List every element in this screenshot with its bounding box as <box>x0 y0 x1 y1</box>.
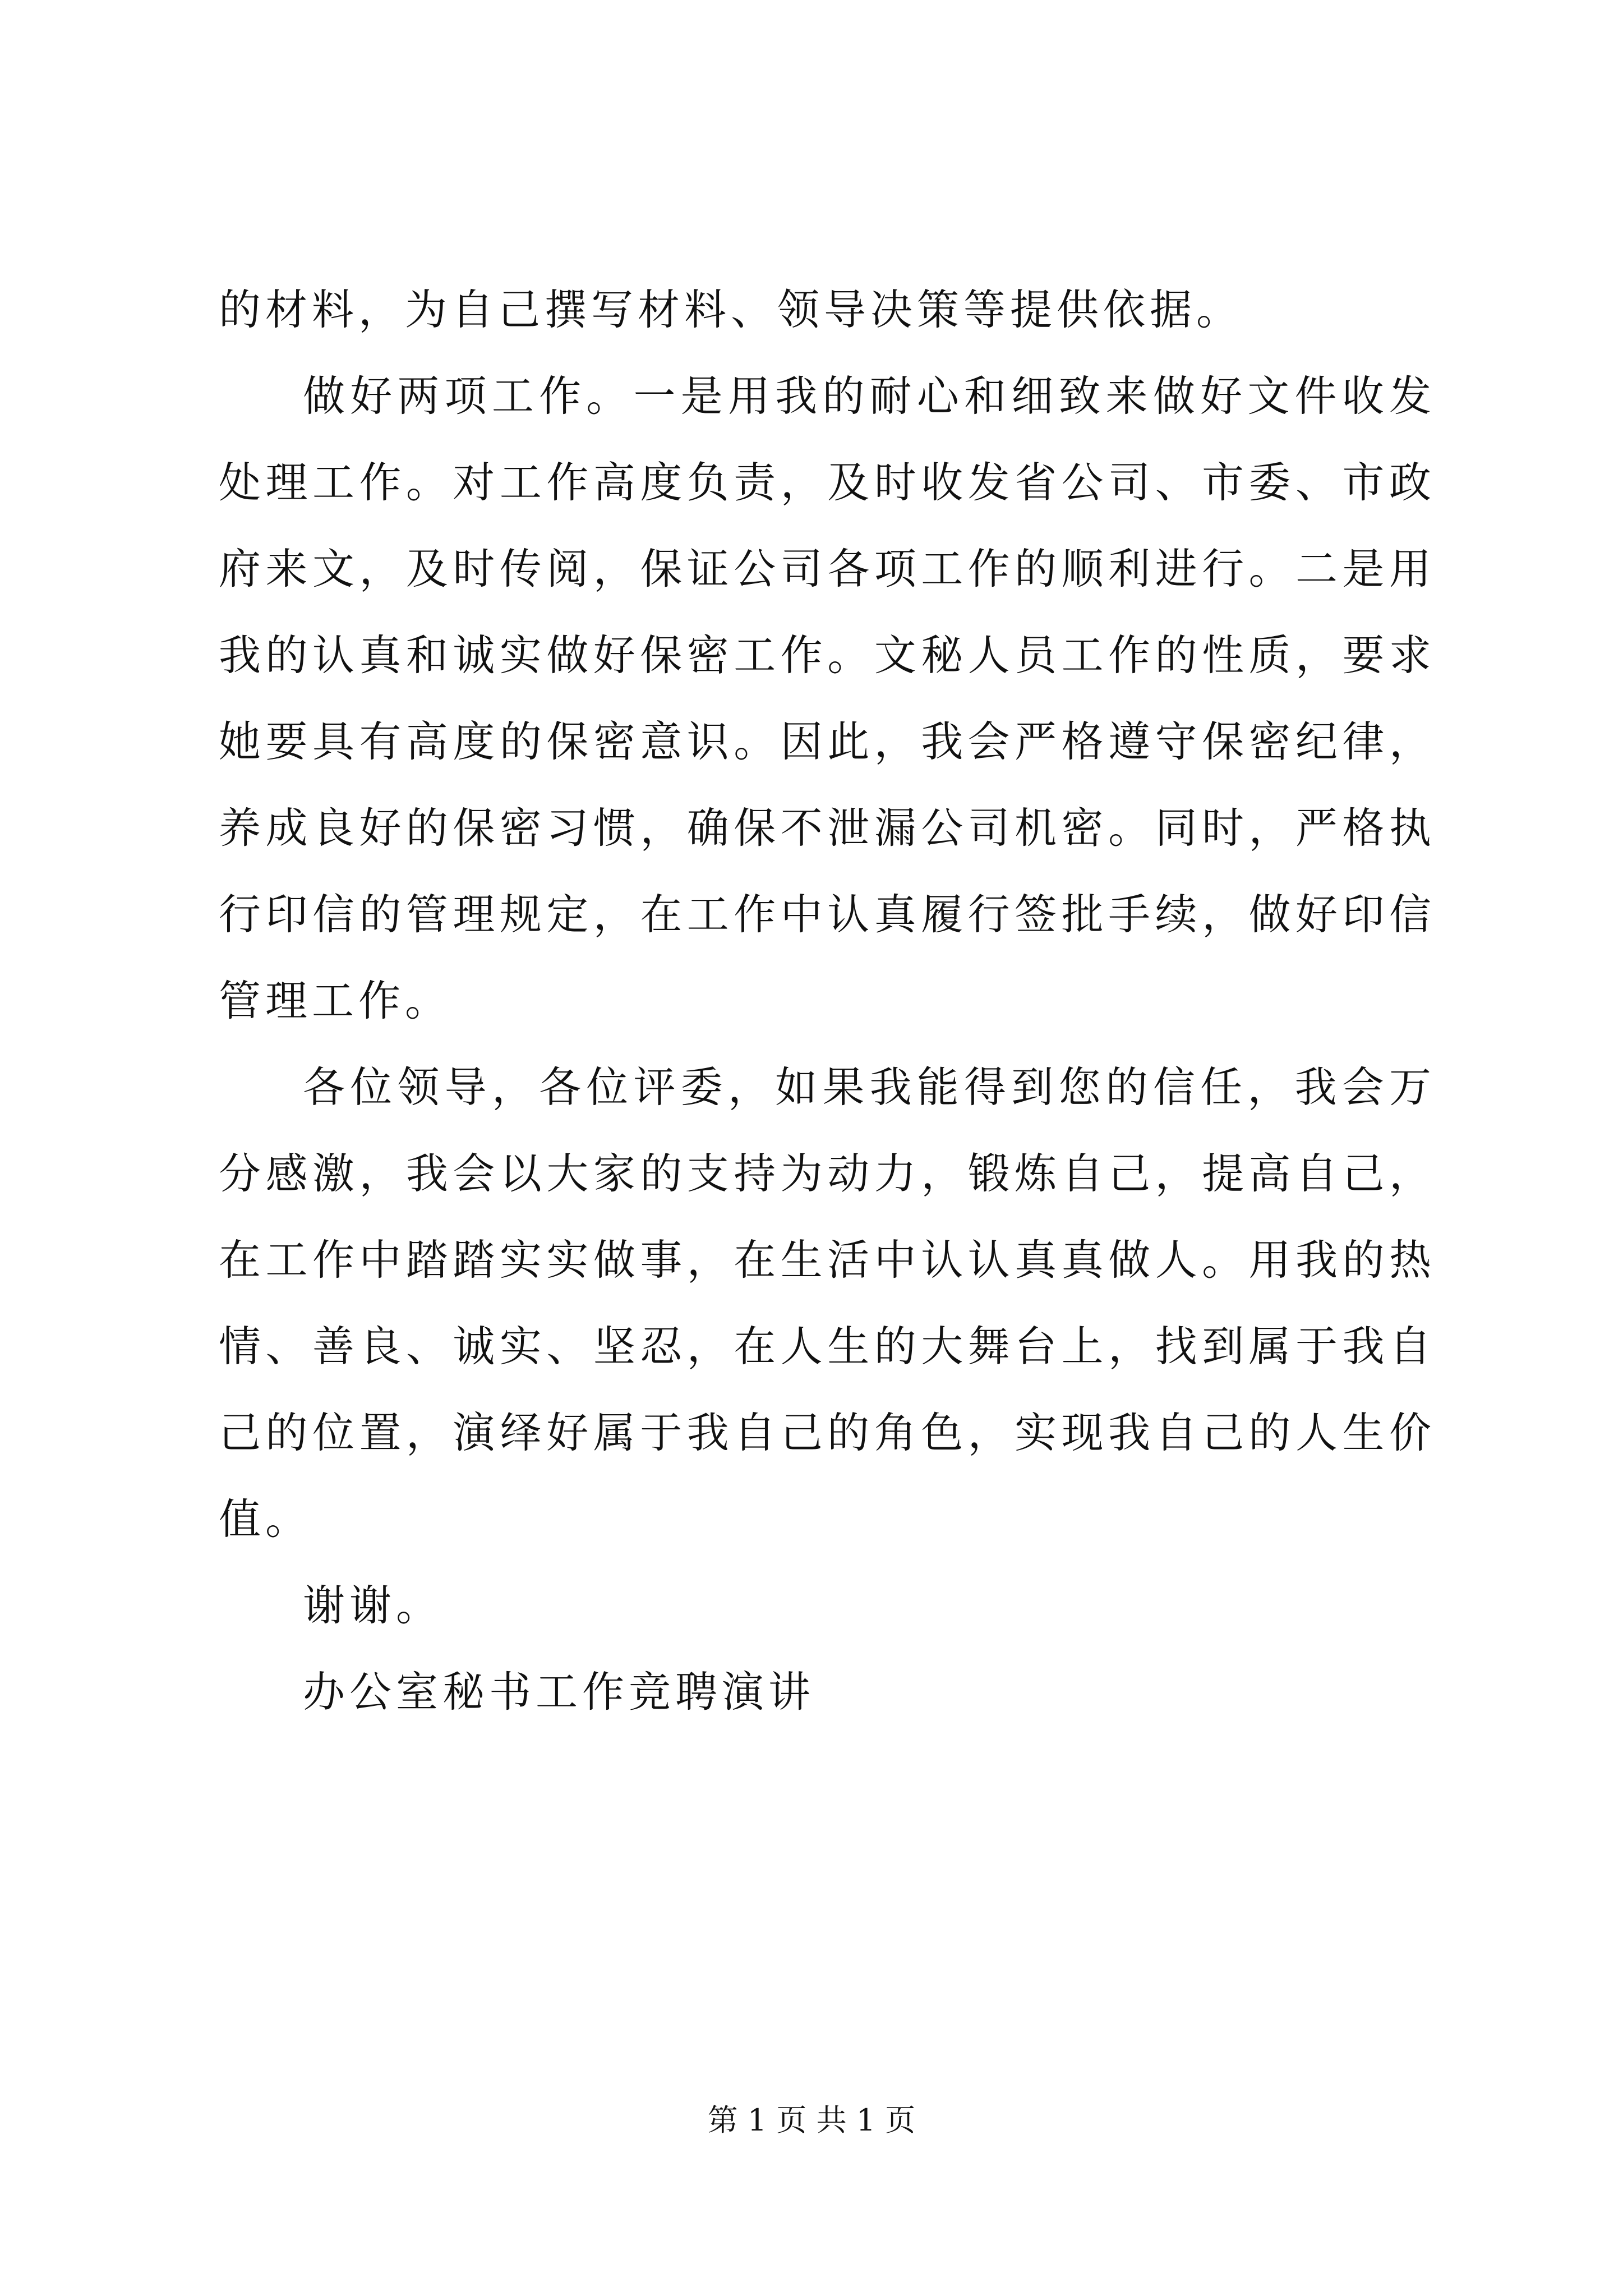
page-footer <box>0 2101 1623 2140</box>
paragraph-two-tasks: 做好两项工作。一是用我的耐心和细致来做好文件收发处理工作。对工作高度负责，及时收发省公司、市委、市政府来文，及时传阅，保证公司各项工作的顺利进行。二是用我的认真和诚实做好保密工作。文秘人员工作的性质，要求她要具有高度的保密意识。因此，我会严格遵守保密纪律，养成良好的保密习惯，确保不泄漏公司机密。同时，严格执行印信的管理规定，在工作中认真履行签批手续，做好印信管理工作。 <box>219 371 1436 1025</box>
document-body <box>219 266 1436 1735</box>
paragraph-thanks: 谢谢。 <box>303 1581 443 1630</box>
paragraph-continuation: 的材料，为自己撰写材料、领导决策等提供依据。 <box>219 285 1243 334</box>
paragraph-title-line: 办公室秘书工作竞聘演讲 <box>303 1667 815 1717</box>
paragraph-closing-appeal: 各位领导，各位评委，如果我能得到您的信任，我会万分感激，我会以大家的支持为动力，锻炼自己，提高自己，在工作中踏踏实实做事，在生活中认认真真做人。用我的热情、善良、诚实、坚忍，在人生的大舞台上，找到属于我自己的位置，演绎好属于我自己的角色，实现我自己的人生价值。 <box>219 1062 1436 1544</box>
page-number-label: 第 1 页 共 1 页 <box>707 2102 916 2138</box>
